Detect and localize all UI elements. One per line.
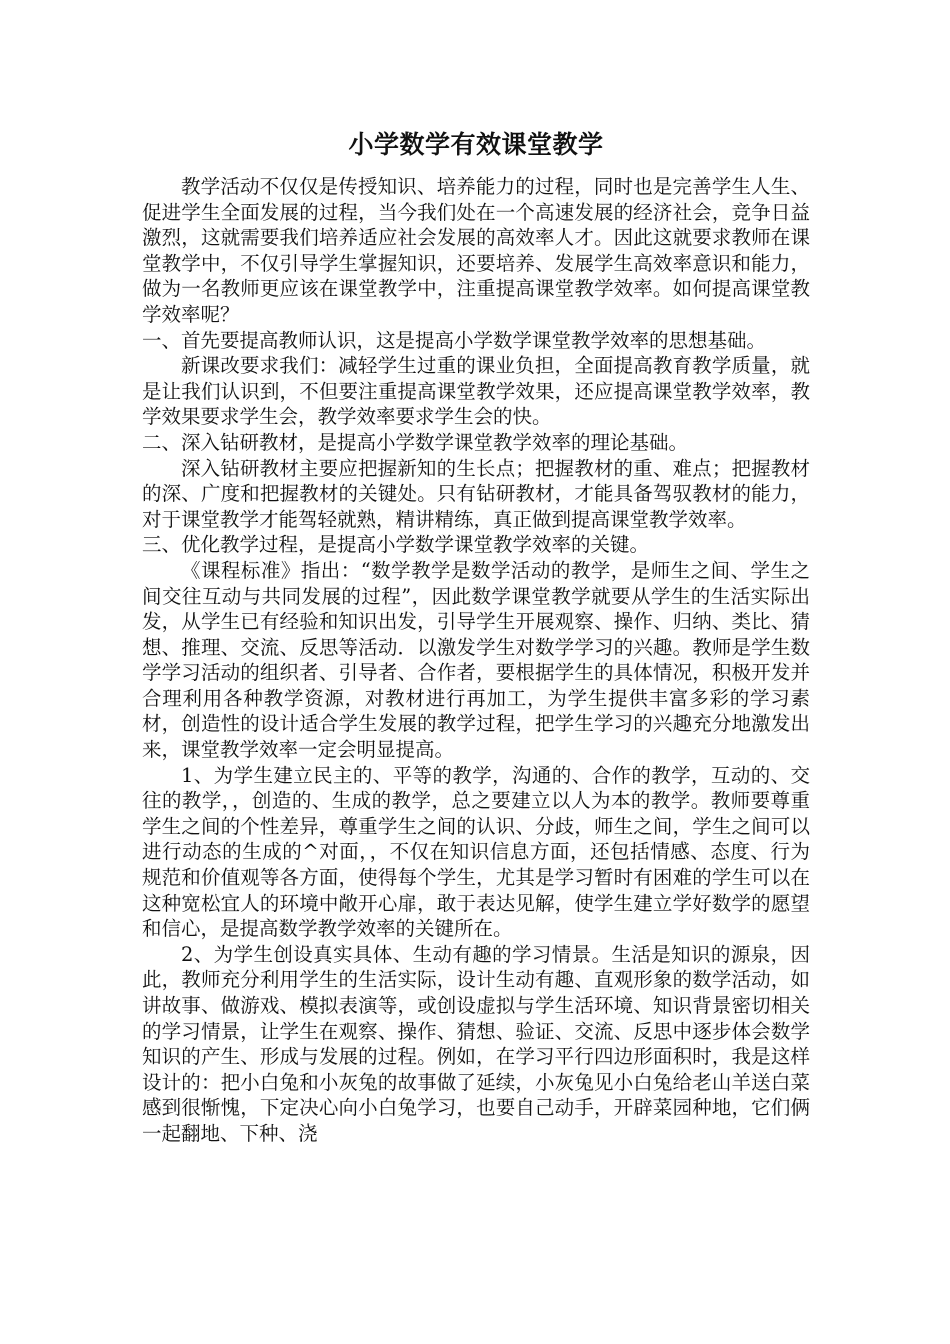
section-2-paragraph: 深入钻研教材主要应把握新知的生长点；把握教材的重、难点；把握教材的深、广度和把握教材的关键处。只有钻研教材，才能具备驾驭教材的能力，对于课堂教学才能驾轻就熟，精讲精练，真正做到提高课堂教学效率。	[142, 456, 810, 531]
section-heading-2: 二、深入钻研教材，是提高小学数学课堂教学效率的理论基础。	[142, 430, 689, 454]
section-3-point-1: 1、为学生建立民主的、平等的教学，沟通的、合作的教学，互动的、交往的教学，，创造的、生成的教学，总之要建立以人为本的教学。教师要尊重学生之间的个性差异，尊重学生之间的认识、分歧，师生之间，学生之间可以进行动态的生成的^对面，，不仅在知识信息方面，还包括情感、态度、行为规范和价值观等各方面，使得每个学生，尤其是学习暂时有困难的学生可以在这种宽松宜人的环境中敞开心扉，敢于表达见解，使学生建立学好数学的愿望和信心，是提高数学教学效率的关键所在。	[142, 763, 810, 941]
document-page	[142, 128, 810, 1147]
section-1-paragraph: 新课改要求我们：减轻学生过重的课业负担，全面提高教育教学质量，就是让我们认识到，不但要注重提高课堂教学效果，还应提高课堂教学效率，教学效果要求学生会，教学效率要求学生会的快。	[142, 354, 810, 429]
section-heading-3: 三、优化教学过程，是提高小学数学课堂教学效率的关键。	[142, 533, 650, 557]
section-3-point-2: 2、为学生创设真实具体、生动有趣的学习情景。生活是知识的源泉，因此，教师充分利用学生的生活实际，设计生动有趣、直观形象的数学活动，如讲故事、做游戏、模拟表演等，或创设虚拟与学生活环境、知识背景密切相关的学习情景，让学生在观察、操作、猜想、验证、交流、反思中逐步体会数学知识的产生、形成与发展的过程。例如，在学习平行四边形面积时，我是这样设计的：把小白兔和小灰兔的故事做了延续，小灰兔见小白兔给老山羊送白菜感到很惭愧，下定决心向小白兔学习，也要自己动手，开辟菜园种地，它们俩一起翻地、下种、浇	[142, 942, 810, 1145]
document-title: 小学数学有效课堂教学	[348, 130, 604, 159]
section-3-paragraph: 《课程标准》指出：“数学教学是数学活动的教学，是师生之间、学生之间交往互动与共同发展的过程”，因此数学课堂教学就要从学生的生活实际出发，从学生已有经验和知识出发，引导学生开展观察、操作、归纳、类比、猜想、推理、交流、反思等活动．以激发学生对数学学习的兴趣。教师是学生数学学习活动的组织者、引导者、合作者，要根据学生的具体情况，积极开发并合理利用各种教学资源，对教材进行再加工，为学生提供丰富多彩的学习素材，创造性的设计适合学生发展的教学过程，把学生学习的兴趣充分地激发出来，课堂教学效率一定会明显提高。	[142, 558, 810, 762]
intro-paragraph: 教学活动不仅仅是传授知识、培养能力的过程，同时也是完善学生人生、促进学生全面发展的过程，当今我们处在一个高速发展的经济社会，竞争日益激烈，这就需要我们培养适应社会发展的高效率人才。因此这就要求教师在课堂教学中，不仅引导学生掌握知识，还要培养、发展学生高效率意识和能力，做为一名教师更应该在课堂教学中，注重提高课堂教学效率。如何提高课堂教学效率呢？	[142, 175, 810, 326]
section-heading-1: 一、首先要提高教师认识，这是提高小学数学课堂教学效率的思想基础。	[142, 328, 767, 352]
